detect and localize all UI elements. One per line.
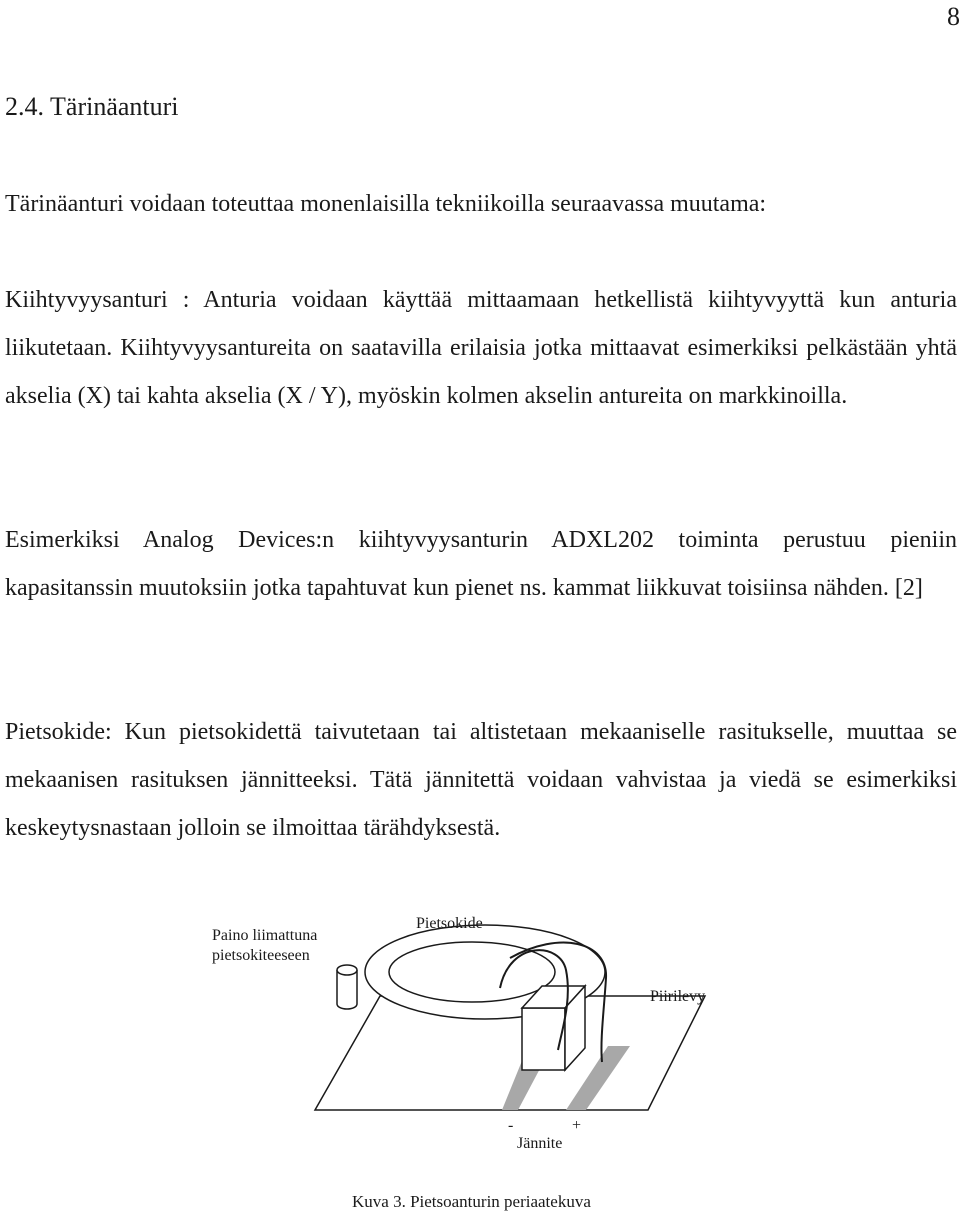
- figure-caption: Kuva 3. Pietsoanturin periaatekuva: [352, 1192, 591, 1211]
- label-weight-line1: Paino liimattuna: [212, 927, 318, 944]
- label-voltage: Jännite: [517, 1135, 563, 1152]
- paragraph-piezo: Pietsokide: Kun pietsokidettä taivutetaan tai altistetaan mekaaniselle rasitukselle, muuttaa se mekaanisen rasituksen jännitteeksi. Tätä jännitettä voidaan vahvistaa ja viedä se esimerkiksi keskeytysnastaan jolloin se ilmoittaa tärähdyksestä.: [5, 719, 957, 841]
- label-board: Piirilevy: [650, 988, 706, 1005]
- label-minus: -: [508, 1117, 514, 1134]
- paragraph-intro: Tärinäanturi voidaan toteuttaa monenlaisilla tekniikoilla seuraavassa muutama:: [5, 191, 767, 217]
- piezo-sensor-figure: [0, 900, 960, 1214]
- paragraph-accelerometer: Kiihtyvyysanturi : Anturia voidaan käyttää mittaamaan hetkellistä kiihtyvyyttä kun anturia liikutetaan. Kiihtyvyysantureita on saatavilla erilaisia jotka mittaavat esimerkiksi pelkästään yhtä akselia (X) tai kahta akselia (X / Y), myöskin kolmen akselin antureita on markkinoilla.: [5, 287, 957, 409]
- page-number: 8: [947, 2, 960, 31]
- piezo-sensor-diagram: [0, 900, 960, 1214]
- label-plus: +: [572, 1117, 582, 1134]
- weight-cylinder-body: [337, 970, 357, 1009]
- section-title: 2.4. Tärinäanturi: [5, 92, 179, 121]
- paragraph-adxl202: Esimerkiksi Analog Devices:n kiihtyvyysanturin ADXL202 toiminta perustuu pieniin kapasitanssin muutoksiin jotka tapahtuvat kun pienet ns. kammat liikkuvat toisiinsa nähden. [2]: [5, 527, 957, 601]
- weight-cylinder-top: [337, 965, 357, 975]
- label-crystal: Pietsokide: [416, 915, 483, 932]
- support-block-front: [522, 1008, 565, 1070]
- label-weight-line2: pietsokiteeseen: [212, 947, 310, 964]
